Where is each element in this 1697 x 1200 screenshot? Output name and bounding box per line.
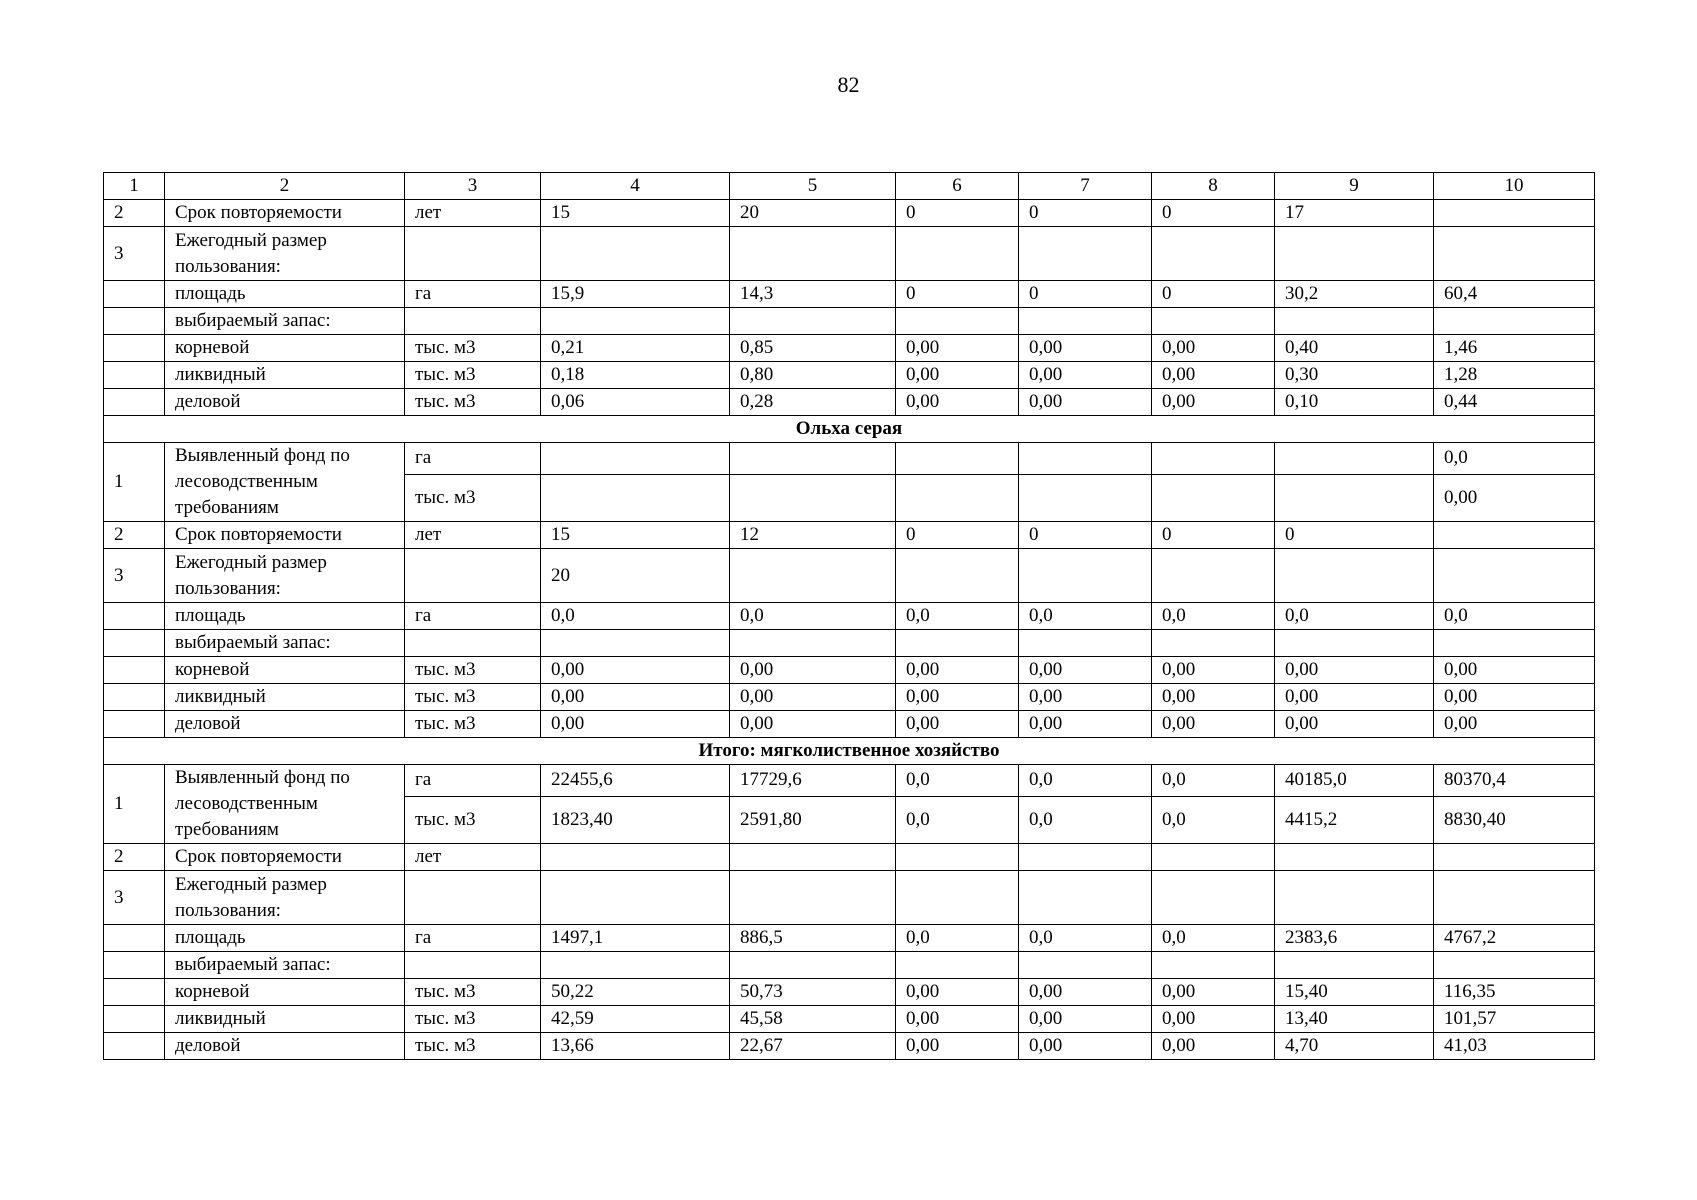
value-cell: 0,44: [1434, 389, 1595, 416]
value-cell: [896, 443, 1019, 475]
value-cell: 0,85: [730, 335, 896, 362]
value-cell: 0,00: [730, 657, 896, 684]
value-cell: 0: [1019, 522, 1152, 549]
row-label: корневой: [165, 979, 405, 1006]
value-cell: 0,00: [896, 657, 1019, 684]
table-row: [104, 389, 1595, 416]
value-cell: 0,0: [1152, 765, 1275, 797]
value-cell: 0,00: [1019, 389, 1152, 416]
unit-cell: га: [405, 603, 541, 630]
table-row: [104, 227, 1595, 281]
table-row: [104, 1033, 1595, 1060]
value-cell: 0,00: [1434, 657, 1595, 684]
table-row: [104, 603, 1595, 630]
value-cell: 0: [896, 200, 1019, 227]
value-cell: 0,00: [1275, 657, 1434, 684]
value-cell: 0,00: [896, 711, 1019, 738]
column-number: 9: [1275, 173, 1434, 200]
row-number: 1: [104, 443, 165, 522]
value-cell: 0,00: [1152, 711, 1275, 738]
value-cell: 0,0: [1019, 796, 1152, 843]
value-cell: 0,00: [1019, 979, 1152, 1006]
unit-cell: тыс. м3: [405, 796, 541, 843]
value-cell: 0,10: [1275, 389, 1434, 416]
column-number-row: [104, 173, 1595, 200]
unit-cell: га: [405, 765, 541, 797]
row-number: 3: [104, 871, 165, 925]
row-label: ликвидный: [165, 1006, 405, 1033]
value-cell: 50,22: [541, 979, 730, 1006]
row-label: Выявленный фонд по лесоводственным требованиям: [165, 443, 405, 522]
row-label: Срок повторяемости: [165, 844, 405, 871]
column-number: 6: [896, 173, 1019, 200]
row-label: Срок повторяемости: [165, 200, 405, 227]
table-row: [104, 925, 1595, 952]
value-cell: 0,00: [1152, 335, 1275, 362]
value-cell: 0,00: [896, 335, 1019, 362]
value-cell: 0: [896, 522, 1019, 549]
value-cell: 20: [730, 200, 896, 227]
value-cell: 1823,40: [541, 796, 730, 843]
table-row: [104, 362, 1595, 389]
value-cell: 0,00: [1152, 657, 1275, 684]
value-cell: 0: [1019, 200, 1152, 227]
value-cell: 0,0: [1434, 603, 1595, 630]
value-cell: 0,06: [541, 389, 730, 416]
row-label: деловой: [165, 1033, 405, 1060]
value-cell: 0,00: [1019, 684, 1152, 711]
value-cell: [1275, 549, 1434, 603]
row-label: деловой: [165, 711, 405, 738]
value-cell: 41,03: [1434, 1033, 1595, 1060]
value-cell: [730, 549, 896, 603]
section-title: Ольха серая: [104, 416, 1595, 443]
table-row: [104, 844, 1595, 871]
value-cell: 0,0: [730, 603, 896, 630]
row-label: Ежегодный размер пользования:: [165, 871, 405, 925]
value-cell: 4767,2: [1434, 925, 1595, 952]
value-cell: 0: [896, 281, 1019, 308]
value-cell: [1275, 474, 1434, 521]
value-cell: 0,0: [1434, 443, 1595, 475]
table-row: [104, 335, 1595, 362]
page-number: 82: [837, 72, 860, 97]
value-cell: 0,21: [541, 335, 730, 362]
column-number: 2: [165, 173, 405, 200]
row-label: выбираемый запас:: [165, 308, 405, 335]
value-cell: 17729,6: [730, 765, 896, 797]
value-cell: 80370,4: [1434, 765, 1595, 797]
row-number: 3: [104, 549, 165, 603]
value-cell: 0,00: [896, 684, 1019, 711]
column-number: 4: [541, 173, 730, 200]
value-cell: 45,58: [730, 1006, 896, 1033]
value-cell: 22,67: [730, 1033, 896, 1060]
value-cell: 14,3: [730, 281, 896, 308]
value-cell: 0,0: [1275, 603, 1434, 630]
unit-cell: тыс. м3: [405, 979, 541, 1006]
value-cell: 0,00: [1152, 1033, 1275, 1060]
unit-cell: га: [405, 443, 541, 475]
row-number: 2: [104, 844, 165, 871]
table-row: [104, 549, 1595, 603]
row-label: выбираемый запас:: [165, 952, 405, 979]
value-cell: 0,00: [1434, 474, 1595, 521]
value-cell: 0,00: [1434, 684, 1595, 711]
value-cell: 1,46: [1434, 335, 1595, 362]
value-cell: 0,0: [896, 765, 1019, 797]
value-cell: 886,5: [730, 925, 896, 952]
value-cell: 15: [541, 522, 730, 549]
row-number: 2: [104, 200, 165, 227]
table-row: [104, 979, 1595, 1006]
value-cell: 50,73: [730, 979, 896, 1006]
table-row: [104, 630, 1595, 657]
row-label: Ежегодный размер пользования:: [165, 549, 405, 603]
value-cell: 13,40: [1275, 1006, 1434, 1033]
value-cell: 2383,6: [1275, 925, 1434, 952]
value-cell: 0,00: [1019, 711, 1152, 738]
unit-cell: тыс. м3: [405, 684, 541, 711]
value-cell: 0,0: [541, 603, 730, 630]
row-label: ликвидный: [165, 362, 405, 389]
value-cell: 22455,6: [541, 765, 730, 797]
row-label: Ежегодный размер пользования:: [165, 227, 405, 281]
value-cell: 0,00: [541, 684, 730, 711]
value-cell: 0,00: [896, 362, 1019, 389]
value-cell: 0,80: [730, 362, 896, 389]
value-cell: 0,00: [896, 1006, 1019, 1033]
value-cell: 8830,40: [1434, 796, 1595, 843]
value-cell: 0,00: [1019, 1033, 1152, 1060]
value-cell: 0,00: [896, 979, 1019, 1006]
column-number: 5: [730, 173, 896, 200]
value-cell: 0,0: [1152, 796, 1275, 843]
column-number: 8: [1152, 173, 1275, 200]
value-cell: [896, 549, 1019, 603]
row-label: площадь: [165, 603, 405, 630]
value-cell: 0,0: [896, 796, 1019, 843]
value-cell: 0: [1152, 281, 1275, 308]
value-cell: [1275, 443, 1434, 475]
value-cell: 0,00: [730, 684, 896, 711]
value-cell: [730, 443, 896, 475]
value-cell: [730, 474, 896, 521]
unit-cell: га: [405, 925, 541, 952]
unit-cell: тыс. м3: [405, 1006, 541, 1033]
row-number: 1: [104, 765, 165, 844]
value-cell: 0,00: [1434, 711, 1595, 738]
column-number: 10: [1434, 173, 1595, 200]
unit-cell: тыс. м3: [405, 389, 541, 416]
value-cell: 0,00: [1152, 979, 1275, 1006]
value-cell: 0,00: [1152, 362, 1275, 389]
value-cell: 0,00: [1275, 684, 1434, 711]
value-cell: 0,0: [1019, 765, 1152, 797]
row-label: выбираемый запас:: [165, 630, 405, 657]
row-label: деловой: [165, 389, 405, 416]
value-cell: 0,00: [1019, 1006, 1152, 1033]
value-cell: [1152, 474, 1275, 521]
row-label: площадь: [165, 281, 405, 308]
table-row: [104, 443, 1595, 475]
section-row: [104, 738, 1595, 765]
value-cell: 40185,0: [1275, 765, 1434, 797]
section-title: Итого: мягколиственное хозяйство: [104, 738, 1595, 765]
value-cell: 0,00: [1019, 362, 1152, 389]
value-cell: 0,00: [730, 711, 896, 738]
table-row: [104, 952, 1595, 979]
table-row: [104, 281, 1595, 308]
value-cell: [896, 474, 1019, 521]
value-cell: 0,0: [1019, 603, 1152, 630]
value-cell: 0: [1152, 200, 1275, 227]
unit-cell: тыс. м3: [405, 711, 541, 738]
unit-cell: га: [405, 281, 541, 308]
value-cell: [541, 443, 730, 475]
value-cell: 0,40: [1275, 335, 1434, 362]
value-cell: [1434, 200, 1595, 227]
row-label: Выявленный фонд по лесоводственным требованиям: [165, 765, 405, 844]
unit-cell: лет: [405, 200, 541, 227]
value-cell: 0,0: [1152, 925, 1275, 952]
value-cell: 12: [730, 522, 896, 549]
value-cell: 4415,2: [1275, 796, 1434, 843]
value-cell: 0: [1019, 281, 1152, 308]
value-cell: 0,00: [896, 1033, 1019, 1060]
value-cell: 0,00: [1152, 1006, 1275, 1033]
table-row: [104, 711, 1595, 738]
value-cell: 15,40: [1275, 979, 1434, 1006]
value-cell: 15,9: [541, 281, 730, 308]
table-row: [104, 200, 1595, 227]
row-label: корневой: [165, 657, 405, 684]
unit-cell: лет: [405, 522, 541, 549]
value-cell: 13,66: [541, 1033, 730, 1060]
value-cell: [1152, 443, 1275, 475]
unit-cell: тыс. м3: [405, 657, 541, 684]
value-cell: 0,00: [1152, 684, 1275, 711]
value-cell: 30,2: [1275, 281, 1434, 308]
unit-cell: тыс. м3: [405, 335, 541, 362]
value-cell: [1152, 549, 1275, 603]
value-cell: [1019, 549, 1152, 603]
value-cell: 0,0: [1152, 603, 1275, 630]
table-row: [104, 871, 1595, 925]
value-cell: 0: [1152, 522, 1275, 549]
forest-use-table: [103, 172, 1595, 1060]
unit-cell: лет: [405, 844, 541, 871]
value-cell: 0,00: [1019, 657, 1152, 684]
value-cell: 0,00: [896, 389, 1019, 416]
value-cell: 60,4: [1434, 281, 1595, 308]
value-cell: 0,00: [541, 711, 730, 738]
value-cell: 0: [1275, 522, 1434, 549]
unit-cell: тыс. м3: [405, 474, 541, 521]
value-cell: 0,00: [541, 657, 730, 684]
value-cell: [1019, 474, 1152, 521]
value-cell: [1434, 549, 1595, 603]
value-cell: [1019, 443, 1152, 475]
row-number: 2: [104, 522, 165, 549]
value-cell: 0,28: [730, 389, 896, 416]
unit-cell: тыс. м3: [405, 362, 541, 389]
column-number: 1: [104, 173, 165, 200]
table-row: [104, 657, 1595, 684]
value-cell: [1434, 522, 1595, 549]
value-cell: 0,0: [1019, 925, 1152, 952]
row-label: ликвидный: [165, 684, 405, 711]
value-cell: 0,00: [1275, 711, 1434, 738]
row-number: 3: [104, 227, 165, 281]
value-cell: 0,0: [896, 603, 1019, 630]
column-number: 7: [1019, 173, 1152, 200]
value-cell: 2591,80: [730, 796, 896, 843]
table-row: [104, 1006, 1595, 1033]
value-cell: 17: [1275, 200, 1434, 227]
row-label: корневой: [165, 335, 405, 362]
value-cell: 1497,1: [541, 925, 730, 952]
section-row: [104, 416, 1595, 443]
value-cell: 0,18: [541, 362, 730, 389]
value-cell: 42,59: [541, 1006, 730, 1033]
row-label: площадь: [165, 925, 405, 952]
value-cell: [541, 474, 730, 521]
table-row: [104, 765, 1595, 797]
unit-cell: тыс. м3: [405, 1033, 541, 1060]
value-cell: 0,30: [1275, 362, 1434, 389]
column-number: 3: [405, 173, 541, 200]
value-cell: 0,0: [896, 925, 1019, 952]
table-row: [104, 684, 1595, 711]
value-cell: 20: [541, 549, 730, 603]
row-label: Срок повторяемости: [165, 522, 405, 549]
value-cell: 1,28: [1434, 362, 1595, 389]
value-cell: 0,00: [1152, 389, 1275, 416]
table-row: [104, 308, 1595, 335]
value-cell: 15: [541, 200, 730, 227]
value-cell: 0,00: [1019, 335, 1152, 362]
value-cell: 101,57: [1434, 1006, 1595, 1033]
value-cell: 116,35: [1434, 979, 1595, 1006]
value-cell: 4,70: [1275, 1033, 1434, 1060]
table-row: [104, 522, 1595, 549]
